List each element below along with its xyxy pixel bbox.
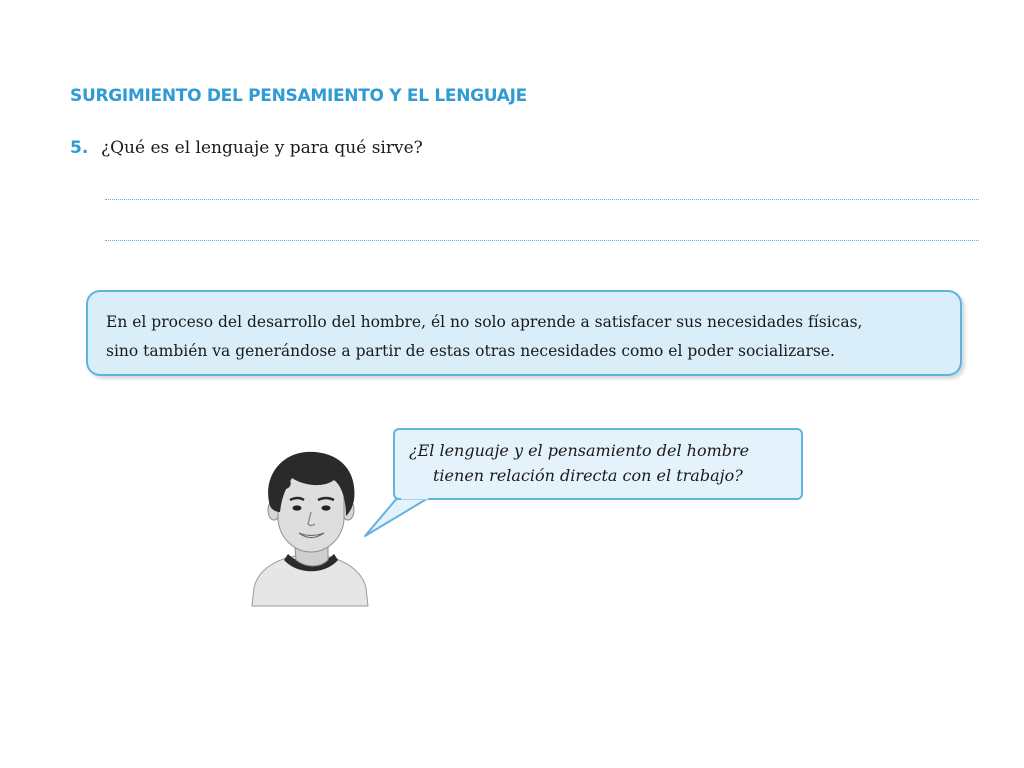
info-box-line-1: En el proceso del desarrollo del hombre, él no solo aprende a satisfacer sus necesidades físicas, [106,313,863,331]
info-box-line-2: sino también va generándose a partir de estas otras necesidades como el poder socializarse. [106,342,835,360]
speech-line-2: tienen relación directa con el trabajo? [433,466,743,485]
student-avatar-illustration [244,448,374,608]
question-number: 5. [70,138,89,158]
question-text: ¿Qué es el lenguaje y para qué sirve? [101,138,423,158]
speech-line-1: ¿El lenguaje y el pensamiento del hombre [409,441,750,460]
section-title: SURGIMIENTO DEL PENSAMIENTO Y EL LENGUAJE [70,86,527,106]
